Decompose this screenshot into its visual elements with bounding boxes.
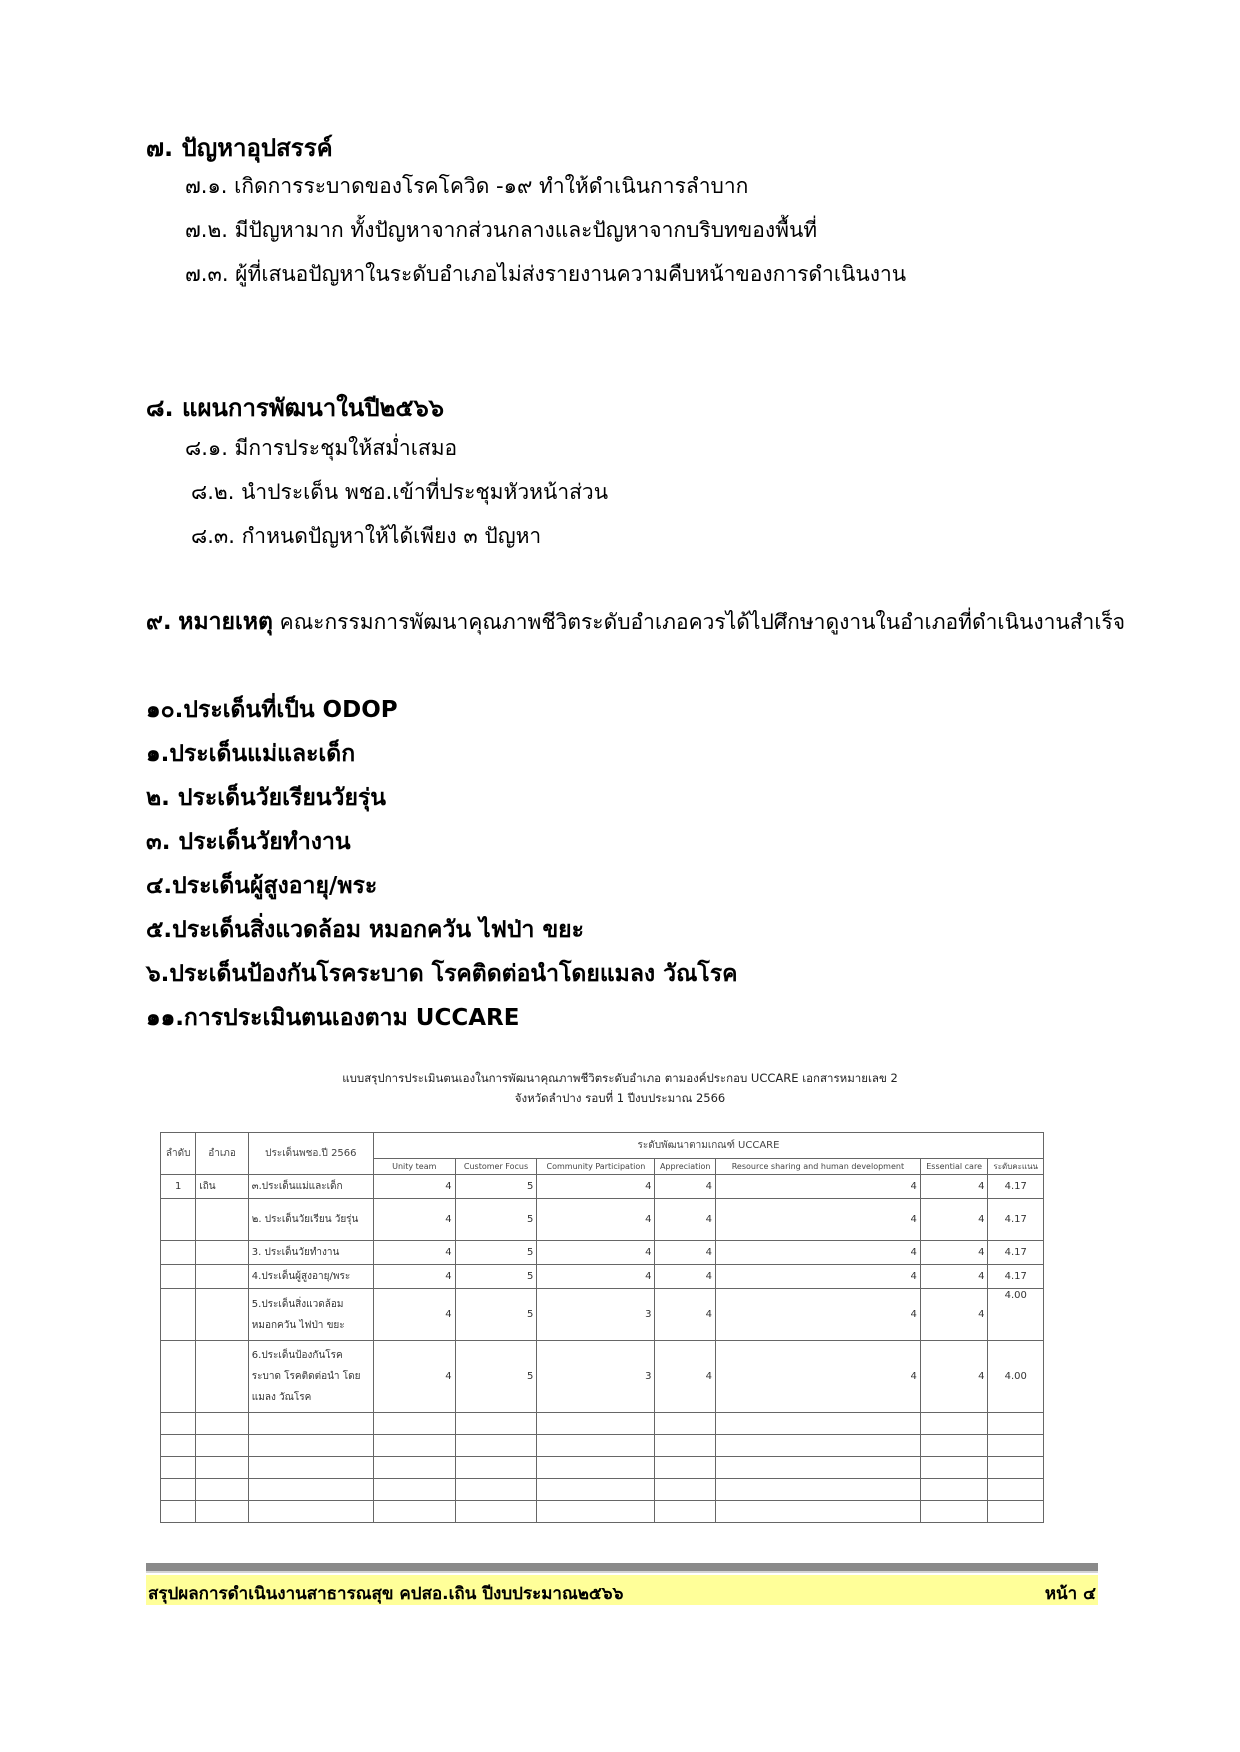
cell-score: 4 — [715, 1199, 920, 1241]
cell-score: 4 — [655, 1175, 716, 1199]
cell-score: 4 — [715, 1289, 920, 1341]
table-row — [161, 1175, 1044, 1199]
table-row-empty — [161, 1457, 1044, 1479]
cell-score: 4 — [920, 1265, 988, 1289]
cell-district — [196, 1199, 248, 1241]
cell-score: 4 — [715, 1241, 920, 1265]
cell-issue: 3. ประเด็นวัยทำงาน — [248, 1241, 373, 1265]
section-9-number: ๙. — [146, 609, 172, 635]
cell-score: 4 — [537, 1175, 655, 1199]
cell-score: 3 — [537, 1289, 655, 1341]
table-row-empty — [161, 1435, 1044, 1457]
section-8-item-1: ๘.๑. มีการประชุมให้สม่ำเสมอ — [185, 436, 458, 460]
table-row-empty — [161, 1479, 1044, 1501]
cell-order — [161, 1199, 196, 1241]
section-7-item-3: ๗.๓. ผู้ที่เสนอปัญหาในระดับอำเภอไม่ส่งรายงานความคืบหน้าของการดำเนินงาน — [185, 262, 907, 286]
cell-score: 5 — [455, 1175, 537, 1199]
table-row-empty — [161, 1501, 1044, 1523]
section-10-title: ๑๐.ประเด็นที่เป็น ODOP — [146, 697, 398, 723]
col-header-essential: Essential care — [920, 1159, 988, 1175]
cell-score: 4 — [373, 1289, 455, 1341]
table-row — [161, 1265, 1044, 1289]
section-9-remark — [146, 604, 1125, 640]
col-header-resource: Resource sharing and human development — [715, 1159, 920, 1175]
footer-rule-thin — [146, 1571, 1098, 1573]
odop-item-1: ๑.ประเด็นแม่และเด็ก — [146, 741, 356, 767]
section-7-item-1: ๗.๑. เกิดการระบาดของโรคโควิด -๑๙ ทำให้ดำเนินการลำบาก — [185, 174, 749, 198]
section-7-item-2: ๗.๒. มีปัญหามาก ทั้งปัญหาจากส่วนกลางและปัญหาจากบริบทของพื้นที่ — [185, 218, 818, 242]
page-footer — [146, 1575, 1098, 1605]
cell-score: 5 — [455, 1341, 537, 1413]
col-header-appreciation: Appreciation — [655, 1159, 716, 1175]
footer-title: สรุปผลการดำเนินงานสาธารณสุข คปสอ.เถิน ปีงบประมาณ๒๕๖๖ — [148, 1584, 624, 1604]
cell-district — [196, 1341, 248, 1413]
cell-order — [161, 1265, 196, 1289]
section-9-label: หมายเหตุ — [178, 609, 273, 635]
odop-item-6: ๖.ประเด็นป้องกันโรคระบาด โรคติดต่อนำโดยแมลง วัณโรค — [146, 961, 738, 987]
table-title-line-2: จังหวัดลำปาง รอบที่ 1 ปีงบประมาณ 2566 — [514, 1091, 726, 1105]
odop-item-3: ๓. ประเด็นวัยทำงาน — [146, 829, 351, 855]
cell-issue: ๒. ประเด็นวัยเรียน วัยรุ่น — [248, 1199, 373, 1241]
cell-order — [161, 1341, 196, 1413]
cell-average: 4.17 — [988, 1199, 1044, 1241]
cell-score: 4 — [655, 1289, 716, 1341]
cell-score: 4 — [537, 1241, 655, 1265]
col-header-customer: Customer Focus — [455, 1159, 537, 1175]
cell-order: 1 — [161, 1175, 196, 1199]
section-11-title: ๑๑.การประเมินตนเองตาม UCCARE — [146, 1005, 520, 1031]
cell-score: 4 — [537, 1199, 655, 1241]
cell-average: 4.00 — [988, 1341, 1044, 1413]
section-7-title: ๗. ปัญหาอุปสรรค์ — [146, 134, 333, 162]
cell-district — [196, 1289, 248, 1341]
cell-score: 4 — [537, 1265, 655, 1289]
cell-district — [196, 1241, 248, 1265]
cell-score: 4 — [373, 1199, 455, 1241]
cell-district: เถิน — [196, 1175, 248, 1199]
cell-score: 4 — [373, 1175, 455, 1199]
cell-score: 4 — [655, 1341, 716, 1413]
section-8-title: ๘. แผนการพัฒนาในปี๒๕๖๖ — [146, 394, 445, 422]
cell-score: 4 — [655, 1199, 716, 1241]
cell-average: 4.17 — [988, 1265, 1044, 1289]
section-9-text: คณะกรรมการพัฒนาคุณภาพชีวิตระดับอำเภอควรได้ไปศึกษาดูงานในอำเภอที่ดำเนินงานสำเร็จ — [279, 610, 1126, 634]
odop-item-4: ๔.ประเด็นผู้สูงอายุ/พระ — [146, 873, 378, 899]
cell-score: 4 — [373, 1265, 455, 1289]
odop-item-2: ๒. ประเด็นวัยเรียนวัยรุ่น — [146, 785, 387, 811]
cell-score: 4 — [715, 1175, 920, 1199]
cell-average: 4.17 — [988, 1241, 1044, 1265]
cell-issue: 4.ประเด็นผู้สูงอายุ/พระ — [248, 1265, 373, 1289]
cell-score: 5 — [455, 1289, 537, 1341]
table-title-line-1: แบบสรุปการประเมินตนเองในการพัฒนาคุณภาพชีวิตระดับอำเภอ ตามองค์ประกอบ UCCARE เอกสารหมายเลข 2 — [342, 1071, 898, 1085]
cell-score: 4 — [920, 1289, 988, 1341]
cell-score: 4 — [920, 1199, 988, 1241]
cell-district — [196, 1265, 248, 1289]
col-header-order: ลำดับ — [161, 1133, 196, 1175]
table-row-empty — [161, 1413, 1044, 1435]
cell-issue: ๓.ประเด็นแม่และเด็ก — [248, 1175, 373, 1199]
col-header-score: ระดับคะแนน — [988, 1159, 1044, 1175]
cell-score: 4 — [920, 1341, 988, 1413]
cell-score: 3 — [537, 1341, 655, 1413]
odop-item-5: ๕.ประเด็นสิ่งแวดล้อม หมอกควัน ไฟป่า ขยะ — [146, 917, 585, 943]
col-header-unity: Unity team — [373, 1159, 455, 1175]
cell-score: 5 — [455, 1265, 537, 1289]
cell-score: 4 — [655, 1265, 716, 1289]
cell-issue: 6.ประเด็นป้องกันโรค ระบาด โรคติดต่อนำ โดยแมลง วัณโรค — [248, 1341, 373, 1413]
table-row — [161, 1289, 1044, 1341]
page-number: หน้า ๔ — [1044, 1584, 1096, 1604]
cell-order — [161, 1289, 196, 1341]
cell-order — [161, 1241, 196, 1265]
cell-score: 4 — [373, 1341, 455, 1413]
table-row — [161, 1199, 1044, 1241]
cell-score: 4 — [715, 1341, 920, 1413]
table-row — [161, 1241, 1044, 1265]
uccare-table — [160, 1132, 1044, 1523]
section-8-item-2: ๘.๒. นำประเด็น พชอ.เข้าที่ประชุมหัวหน้าส่วน — [191, 480, 609, 504]
cell-score: 4 — [920, 1175, 988, 1199]
table-row — [161, 1341, 1044, 1413]
cell-score: 4 — [373, 1241, 455, 1265]
col-header-district: อำเภอ — [196, 1133, 248, 1175]
cell-issue: 5.ประเด็นสิ่งแวดล้อม หมอกควัน ไฟป่า ขยะ — [248, 1289, 373, 1341]
cell-score: 4 — [715, 1265, 920, 1289]
footer-rule — [146, 1563, 1098, 1571]
col-header-community: Community Participation — [537, 1159, 655, 1175]
cell-average: 4.00 — [988, 1289, 1044, 1341]
cell-score: 5 — [455, 1199, 537, 1241]
cell-average: 4.17 — [988, 1175, 1044, 1199]
section-8-item-3: ๘.๓. กำหนดปัญหาให้ได้เพียง ๓ ปัญหา — [191, 524, 542, 548]
col-header-issue: ประเด็นพชอ.ปี 2566 — [248, 1133, 373, 1175]
col-header-group: ระดับพัฒนาตามเกณฑ์ UCCARE — [373, 1133, 1043, 1159]
cell-score: 4 — [655, 1241, 716, 1265]
cell-score: 5 — [455, 1241, 537, 1265]
cell-score: 4 — [920, 1241, 988, 1265]
